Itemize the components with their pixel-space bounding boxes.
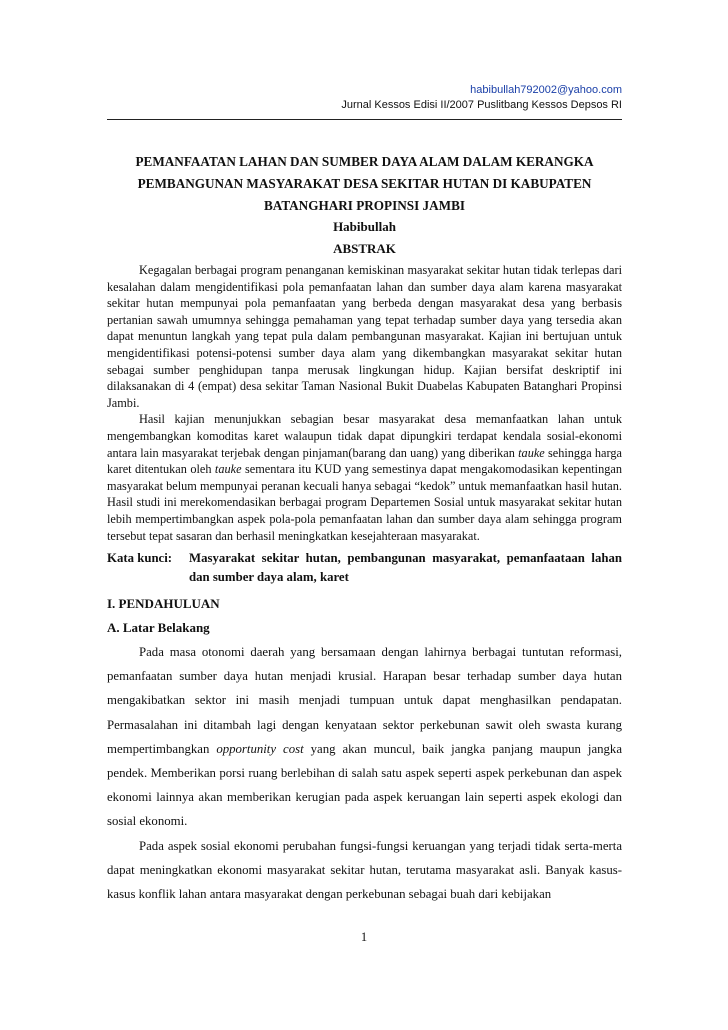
section-heading: I. PENDAHULUAN xyxy=(107,596,220,611)
journal-header: Jurnal Kessos Edisi II/2007 Puslitbang Kessos Depsos RI xyxy=(341,99,622,111)
italic-term: tauke xyxy=(214,462,242,477)
abstract-body xyxy=(107,262,622,544)
author-email[interactable]: habibullah792002@yahoo.com xyxy=(470,84,622,96)
body-paragraph: Pada aspek sosial ekonomi perubahan fungsi-fungsi keruangan yang terjadi tidak serta-merta dapat meningkatkan ekonomi masyarakat sekitar hutan, terutama masyarakat asli. Banyak kasus-kasus konflik lahan antara masyarakat dengan perkebunan sebagai buah dari kebijakan xyxy=(107,838,622,902)
abstract-heading: ABSTRAK xyxy=(333,241,396,256)
subsection-heading: A. Latar Belakang xyxy=(107,620,210,635)
body-text: Pada masa otonomi daerah yang bersamaan dengan lahirnya berbagai tuntutan reformasi, pemanfaatan sumber daya hutan menjadi krusial. Harapan besar terhadap sumber daya hutan mengakibatkan sektor ini masih menjadi tumpuan untuk dapat menghasilkan pendapatan. Permasalahan ini ditambah lagi dengan kenyataan sektor perkebunan sawit oleh swasta kurang mempertimbangkan xyxy=(107,645,622,756)
page-number: 1 xyxy=(360,930,368,944)
abstract-paragraph: Kegagalan berbagai program penanganan kemiskinan masyarakat sekitar hutan tidak terlepas dari kesalahan dalam mengidentifikasi pola pemanfaatan lahan dan sumber daya alam karena masyarakat sekitar hutan mempunyai pola pemanfaatan yang berbeda dengan masyarakat desa yang berbasis pertanian sawah umumnya sehingga pemahaman yang tepat terhadap sumber daya yang tersedia akan dapat menuntun langkah yang tepat pula dalam pembangunan masyarakat. Kajian ini bertujuan untuk mengidentifikasi potensi-potensi sumber daya alam yang dikembangkan masyarakat sekitar hutan sebagai sumber penghidupan tanpa merusak lingkungan hidup. Kajian bersifat deskriptif ini dilaksanakan di 4 (empat) desa sekitar Taman Nasional Bukit Duabelas Kabupaten Batanghari Propinsi Jambi. xyxy=(107,263,622,410)
italic-term: tauke xyxy=(518,445,545,460)
abstract-text: sementara itu KUD yang semestinya dapat mengakomodasikan kepentingan masyarakat belum mempunyai peranan kecuali hanya sebagai “kedok” untuk memanfaatkan hasil hutan. Hasil studi ini merekomendasikan berbagai program Departemen Sosial untuk masyarakat sekitar hutan lebih mempertimbangkan aspek pola-pola pemanfaatan lahan dan sumber daya alam sehingga program tersebut tepat sasaran dan berhasil meningkatkan kesejahteraan masyarakat. xyxy=(107,462,622,543)
body-text: yang akan muncul, baik jangka panjang maupun jangka pendek. Memberikan porsi ruang berlebihan di salah satu aspek seperti aspek perkebunan dan aspek ekonomi lainnya akan memberikan kerugian pada aspek keruangan lain seperti aspek ekologi dan sosial ekonomi. xyxy=(107,741,623,829)
title-line: PEMANFAATAN LAHAN DAN SUMBER DAYA ALAM DALAM KERANGKA xyxy=(135,154,594,169)
paper-title xyxy=(107,151,622,217)
title-line: BATANGHARI PROPINSI JAMBI xyxy=(264,198,465,213)
keywords-block xyxy=(107,549,622,587)
body-paragraph xyxy=(107,640,622,834)
keywords-text: Masyarakat sekitar hutan, pembangunan masyarakat, pemanfaataan lahan dan sumber daya alam, karet xyxy=(189,551,622,584)
section-body xyxy=(107,640,622,906)
abstract-text: Hasil kajian menunjukkan sebagian besar masyarakat desa memanfaatkan lahan untuk mengembangkan komoditas karet walaupun tidak dapat dipungkiri terdapat kendala sosial-ekonomi antara lain masyarakat terjebak dengan pinjaman(barang dan uang) yang diberikan xyxy=(107,412,622,460)
author-name: Habibullah xyxy=(333,219,396,234)
italic-term: opportunity cost xyxy=(216,741,304,756)
keywords-label: Kata kunci: xyxy=(107,551,173,565)
abstract-text: sehingga harga karet ditentukan oleh xyxy=(107,445,622,477)
abstract-paragraph xyxy=(107,411,622,544)
header-divider xyxy=(107,119,622,120)
title-line: PEMBANGUNAN MASYARAKAT DESA SEKITAR HUTAN DI KABUPATEN xyxy=(137,176,592,191)
